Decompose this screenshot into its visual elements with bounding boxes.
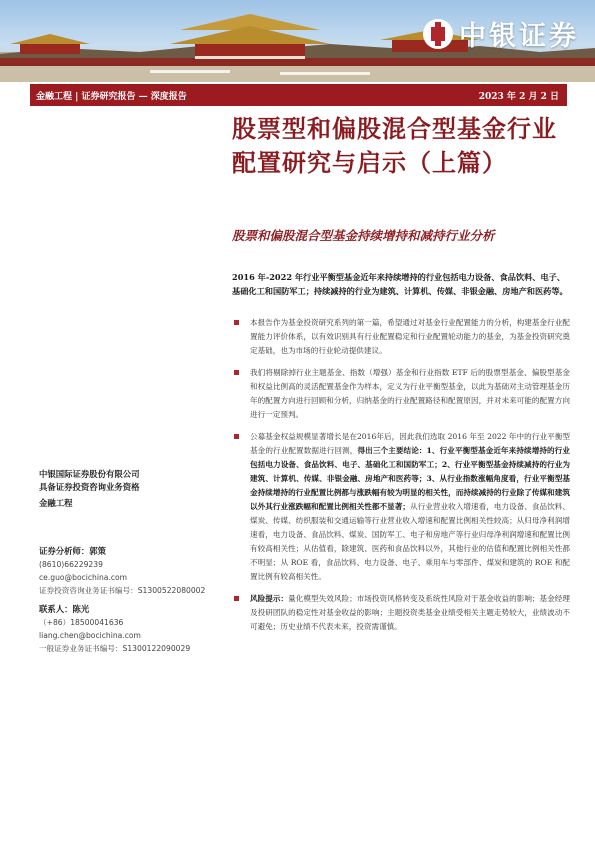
bullet-item	[232, 316, 570, 358]
bullet-square-icon	[234, 370, 239, 375]
firm-info	[39, 468, 219, 494]
firm-license: 具备证券投资咨询业务资格	[39, 482, 140, 492]
contact-info	[39, 603, 219, 655]
report-category: 金融工程 | 证券研究报告 — 深度报告	[36, 92, 187, 102]
risk-warning	[232, 592, 570, 634]
contact-certificate: 一般证券业务证书编号：S1300122090029	[39, 644, 191, 653]
bullet-square-icon	[234, 434, 239, 439]
brand-name: 中银证券	[459, 21, 579, 52]
report-category-bar	[30, 84, 567, 106]
header-banner	[0, 0, 595, 82]
bullet-square-icon	[234, 596, 239, 601]
report-title: 股票型和偏股混合型基金行业配置研究与启示（上篇）	[232, 114, 557, 177]
analyst-name: 证券分析师：郭策	[39, 546, 106, 556]
analyst-email: ce.guo@bocichina.com	[39, 573, 128, 582]
bullet-text-lead: 公募基金权益规模显著增长是在2016年后，因此我们选取 2016 年至 2022 年中的行业平衡型基金的行业配置数据进行回测，	[250, 432, 570, 455]
bullet-text-detail: 从行业营业收入增速看，电力设备、食品饮料、煤炭、传媒、纺织服装和交通运输等行业营业收入增速和配置比例相关性较高；从归母净利润增速看，电力设备、食品饮料、煤炭、国防军工、电子和房地产等行业归母净利润增速和配置比例有较高相关性；从估值看，除建筑、医药和食品饮料以外，其他行业的估值和配置比例相关性都不明显；从 ROE 看，食品饮料、电力设备、电子、乘用车与零部件、煤炭和建筑的 ROE 和配置比例有较高相关性。	[250, 502, 570, 581]
risk-warning-label: 风险提示：	[250, 594, 289, 603]
bullet-list	[232, 316, 570, 642]
analyst-info	[39, 545, 219, 597]
analyst-phone: (8610)66229239	[39, 560, 103, 569]
contact-email: liang.chen@bocichina.com	[39, 631, 141, 640]
risk-warning-text: 量化模型失效风险；市场投资风格转变及系统性风险对于基金收益的影响；基金经理及投研团队的稳定性对基金收益的影响；主题投资类基金业绩受相关主题走势较大，业绩波动不可避免；历史业绩不代表未来，投资需谨慎。	[250, 594, 571, 631]
key-summary: 2016 年-2022 年行业平衡型基金近年来持续增持的行业包括电力设备、食品饮料、电子、基础化工和国防军工；持续减持的行业为建筑、计算机、传媒、非银金融、房地产和医药等。	[232, 272, 568, 296]
bullet-text: 我们将剔除掉行业主题基金、指数（增强）基金和行业指数 ETF 后的股票型基金、偏股型基金和权益比例高的灵活配置基金作为样本，定义为行业平衡型基金，以此为基础对主动管理基金历年的配置方向进行回顾和分析，归纳基金的行业配置路径和配置原因，并对未来可能的配置方向进行一定预判。	[250, 368, 570, 419]
analyst-certificate: 证券投资咨询业务证书编号：S1300522080002	[39, 586, 206, 595]
contact-name: 联系人：陈光	[39, 604, 90, 614]
bullet-item	[232, 430, 570, 584]
bullet-text: 本报告作为基金投资研究系列的第一篇，希望通过对基金行业配置能力的分析，构建基金行业配置能力评价体系，以有效识别具有行业配置稳定和行业配置轮动能力的基金，为基金投资研究奠定基础，也为市场的行业轮动提供建议。	[250, 318, 570, 355]
sector-name: 金融工程	[39, 498, 73, 508]
report-subtitle: 股票和偏股混合型基金持续增持和减持行业分析	[232, 228, 495, 243]
contact-phone: （+86）18500041636	[39, 618, 124, 627]
bullet-square-icon	[234, 320, 239, 325]
brand-logo	[423, 14, 579, 53]
sector-label	[39, 497, 219, 510]
bank-of-china-logo-icon	[423, 19, 453, 49]
bullet-text-conclusions: 得出三个主要结论：1、行业平衡型基金近年来持续增持的行业包括电力设备、食品饮料、电子、基础化工和国防军工；2、行业平衡型基金持续减持的行业为建筑、计算机、传媒、非银金融、房地产和医药等；3、从行业指数涨幅角度看，行业平衡型基金持续增持的行业配置比例都与涨跌幅有较为明显的相关性，而持续减持的行业除了传媒和建筑以外其行业涨跌幅和配置比例相关性都不显著；	[250, 446, 571, 511]
firm-name: 中银国际证券股份有限公司	[39, 469, 140, 479]
bullet-item	[232, 366, 570, 422]
report-date: 2023 年 2 月 2 日	[478, 92, 559, 102]
